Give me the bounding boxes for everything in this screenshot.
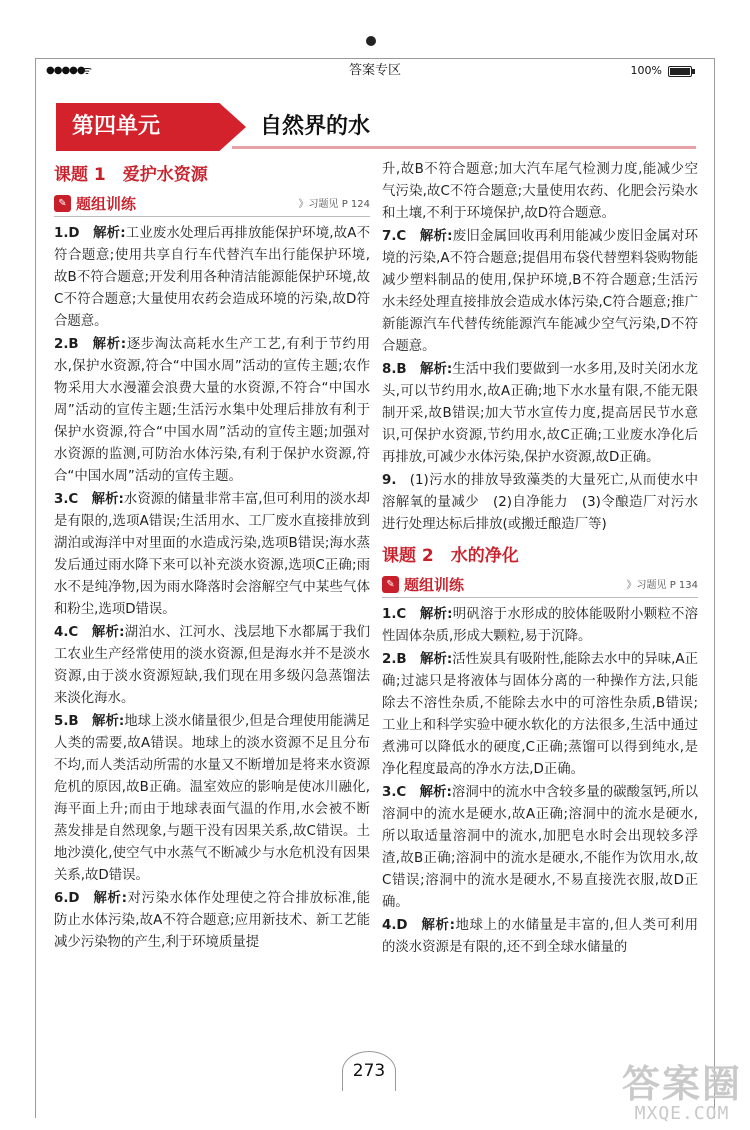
lesson-2-answers [382,604,698,959]
answer-number: 1.C [382,607,407,622]
answer-item [382,782,698,914]
answer-text: 工业废水处理后再排放能保护环境,故A不符合题意;使用共享自行车代替汽车出行能保护环境,故B不符合题意;开发利用各种清洁能源能保护环境,故C不符合题意;大量使用农药会造成环境的污染,故D符合题意。 [54,226,370,329]
answer-item [54,334,370,488]
answer-text: 生活中我们要做到一水多用,及时关闭水龙头,可以节约用水,故A正确;地下水水量有限,不能无限制开采,故B错误;加大节水宣传力度,提高居民节水意识,可保护水资源,节约用水,故C正确;工业废水净化后再排放,可减少水体污染,保护水资源,故D正确。 [382,362,698,465]
lesson-1-answers-continued [382,159,698,536]
answer-number: 3.C [54,492,79,507]
lesson-1-answers [54,223,370,954]
answer-text: 对污染水体作处理使之符合排放标准,能防止水体污染,故A不符合题意;应用新技术、新工艺能减少污染物的产生,利于环境质量提 [54,891,370,950]
battery-percent: 100% [630,64,662,77]
answer-item [54,622,370,710]
analysis-label: 解析: [419,785,452,800]
left-column [54,159,370,955]
analysis-label: 解析: [92,891,127,906]
lesson-1-drill-header [54,191,370,217]
drill-label: 题组训练 [76,195,137,213]
answer-text: 湖泊水、江河水、浅层地下水都属于我们工农业生产经常使用的淡水资源,但是海水并不是淡水资源,由于淡水资源短缺,我们现在用多级闪急蒸馏法来淡化海水。 [54,625,371,706]
exercise-page-ref[interactable]: 》习题见 P 134 [626,580,698,591]
watermark-url: MXQE.COM [634,1103,730,1124]
answer-text: 溶洞中的流水中含较多量的碳酸氢钙,所以溶洞中的流水是硬水,故A正确;溶洞中的流水是硬水,所以取适量溶洞中的流水,加肥皂水时会出现较多浮渣,故B正确;溶洞中的流水是硬水,不能作为饮用水,故C错误;溶洞中的流水是硬水,不易直接洗衣服,故D正确。 [382,785,698,910]
answer-number: 8.B [382,362,407,377]
answer-text: 地球上淡水储量很少,但是合理使用能满足人类的需要,故A错误。地球上的淡水资源不足且分布不均,而人类活动所需的水量又不断增加是将来水资源危机的原因,故B正确。温室效应的影响是使冰川融化,海平面上升;而由于地球表面气温的作用,水会被不断蒸发排是自然现象,与题干没有因果关系,故C错误。土地沙漠化,使空气中水蒸气不断减少与水危机没有因果关系,故D错误。 [54,714,370,883]
answer-item [54,711,370,887]
battery-tip [692,69,695,74]
answer-item [382,915,698,959]
battery-icon [668,66,692,77]
answer-number: 9. [382,473,397,488]
analysis-label: 解析: [91,492,124,507]
answer-number: 4.D [382,918,408,933]
right-column [382,159,698,960]
answer-item [54,223,370,333]
answer-item [382,226,698,358]
analysis-label: 解析: [419,607,453,622]
answer-number: 3.C [382,785,407,800]
answer-number: 4.C [54,625,79,640]
answer-number: 5.B [54,714,79,729]
answer-text: 活性炭具有吸附性,能除去水中的异味,A正确;过滤只是将液体与固体分离的一种操作方法,只能除去不溶性杂质,不能除去水中的可溶性杂质,B错误;工业上和科学实验中硬水软化的方法很多,生活中通过煮沸可以降低水的硬度,C正确;蒸馏可以得到纯水,是净化程度最高的净水方法,D正确。 [382,652,698,777]
answer-text: 地球上的水储量是丰富的,但人类可利用的淡水资源是有限的,还不到全球水储量的 [382,918,698,955]
unit-title: 自然界的水 [260,114,371,139]
answer-text: 水资源的储量非常丰富,但可利用的淡水却是有限的,选项A错误;生活用水、工厂废水直接排放到湖泊或海洋中对里面的水造成污染,选项B错误;海水蒸发后通过雨水降下来可以补充淡水资源,选项C正确;雨水不是纯净物,因为雨水降落时会溶解空气中某些气体和粉尘,选项D错误。 [54,492,370,617]
answer-number: 1.D [54,226,80,241]
answer-text: 废旧金属回收再利用能减少废旧金属对环境的污染,A不符合题意;提倡用布袋代替塑料袋购物能减少塑料制品的使用,保护环境,B不符合题意;生活污水未经处理直接排放会造成水体污染,C符合题意;推广新能源汽车代替传统能源汽车能减少空气污染,D不符合题意。 [382,229,699,354]
answer-text: (1)污水的排放导致藻类的大量死亡,从而使水中溶解氧的量减少 (2)自净能力 (3)令酿造厂对污水进行处理达标后排放(或搬迁酿造厂等) [382,473,698,532]
lesson-2-drill-header [382,572,698,598]
watermark [622,1064,742,1124]
status-bar [36,59,714,83]
answer-number: 2.B [54,337,79,352]
answer-item [382,649,698,781]
pencil-icon: ✎ [382,576,399,593]
analysis-label: 解析: [91,625,125,640]
analysis-label: 解析: [92,714,125,729]
page-number: 273 [342,1051,396,1091]
pencil-icon: ✎ [54,195,71,212]
answer-text: 逐步淘汰高耗水生产工艺,有利于节约用水,保护水资源,符合“中国水周”活动的宣传主题;农作物采用大水漫灌会浪费大量的水资源,不符合“中国水周”活动的宣传主题;生活污水集中处理后排放有利于保护水资源,符合“中国水周”活动的宣传主题;加强对水资源的监测,可防治水体污染,有利于保护水资源,符合“中国水周”活动的宣传主题。 [54,337,370,484]
unit-number: 第四单元 [72,114,161,139]
answer-item [382,604,698,648]
answer-item [54,489,370,621]
answer-number: 7.C [382,229,407,244]
device-frame [35,58,715,1118]
answer-item [382,159,698,225]
analysis-label: 解析: [92,226,126,241]
analysis-label: 解析: [420,918,455,933]
analysis-label: 解析: [420,652,453,667]
drill-label: 题组训练 [404,576,465,594]
unit-banner [56,103,696,151]
status-title: 答案专区 [348,63,401,78]
exercise-page-ref[interactable]: 》习题见 P 124 [298,199,370,210]
answer-number: 2.B [382,652,407,667]
answer-text: 升,故B不符合题意;加大汽车尾气检测力度,能减少空气污染,故C不符合题意;大量使用农药、化肥会污染水和土壤,不利于环境保护,故D符合题意。 [382,162,698,221]
watermark-logo: 答案圈 [621,1062,742,1106]
analysis-label: 解析: [419,229,453,244]
camera-dot [366,36,376,46]
lesson-2-title: 课题 2 水的净化 [382,546,519,566]
answer-text: 明矾溶于水形成的胶体能吸附小颗粒不溶性固体杂质,形成大颗粒,易于沉降。 [382,607,699,644]
signal-icon: ●●●●● [46,65,85,76]
answer-item [382,359,698,469]
analysis-label: 解析: [92,337,127,352]
analysis-label: 解析: [420,362,453,377]
answer-number: 6.D [54,891,80,906]
answer-item [54,888,370,954]
wifi-icon: ᯤ [82,64,93,77]
answer-item [382,470,698,536]
lesson-1-title: 课题 1 爱护水资源 [54,165,208,185]
